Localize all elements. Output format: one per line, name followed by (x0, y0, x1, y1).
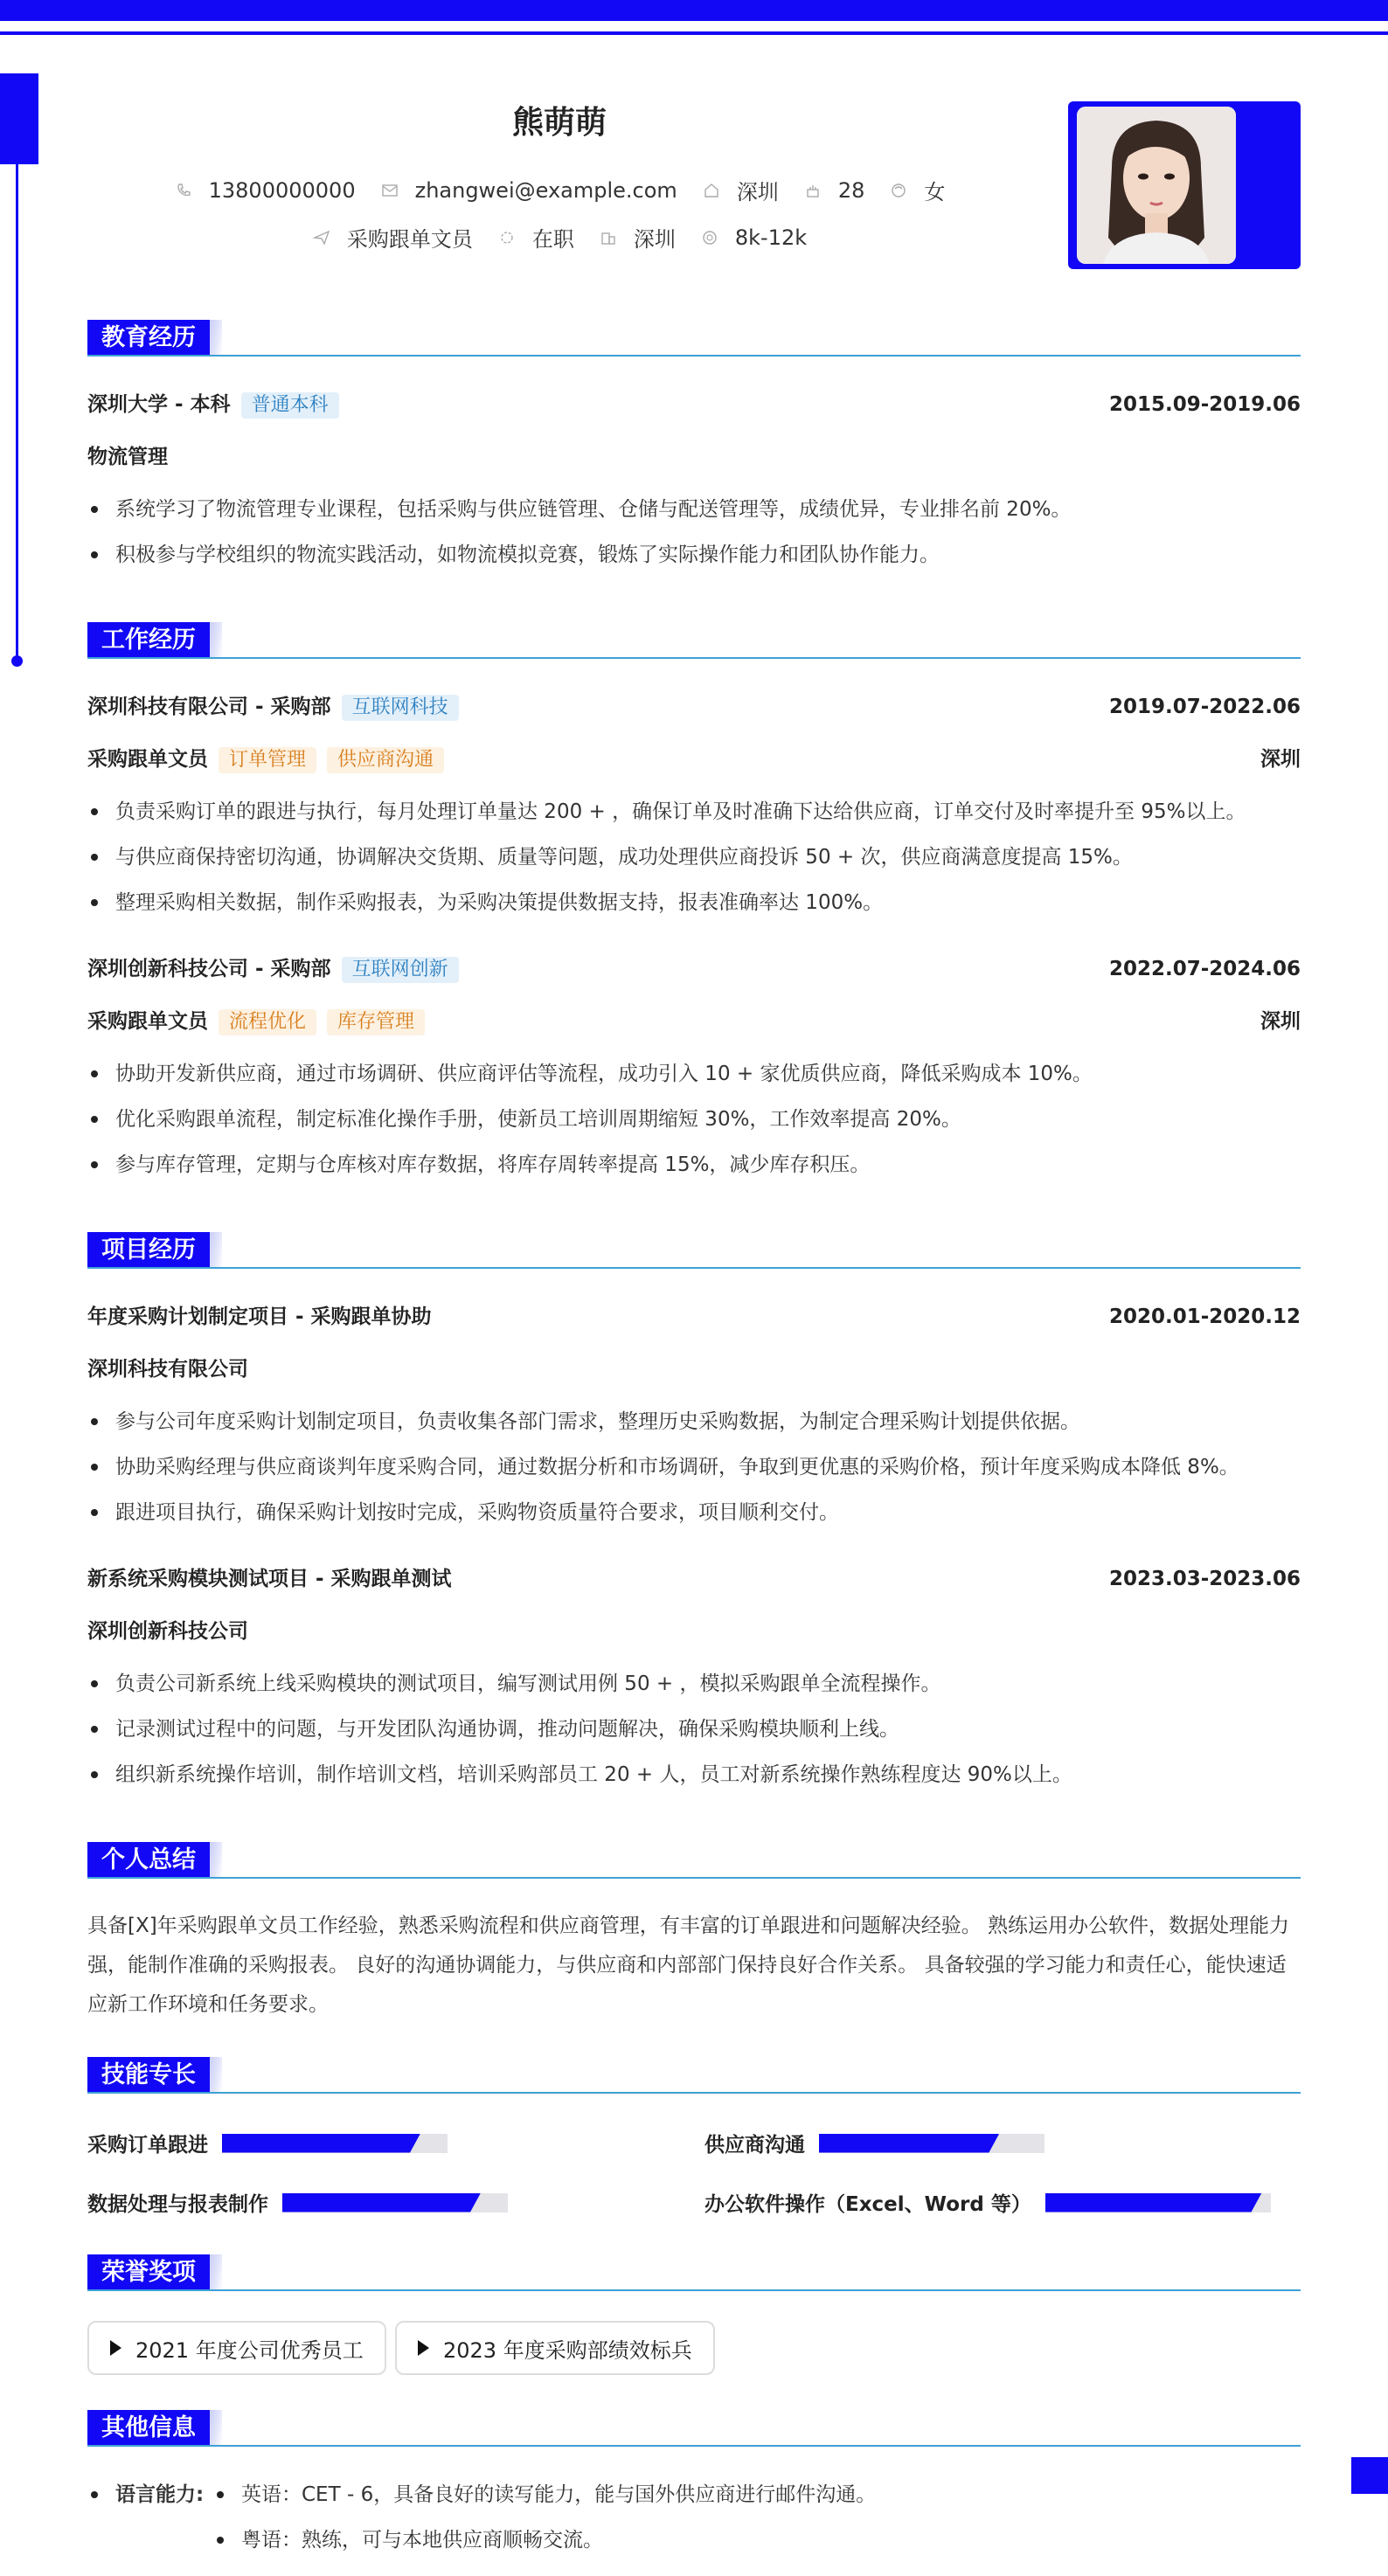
list-item: 整理采购相关数据，制作采购报表，为采购决策提供数据支持，报表准确率达 100%。 (91, 890, 883, 916)
list-item: 组织新系统操作培训，制作培训文档，培训采购部员工 20 + 人，员工对新系统操作熟练程度达 90%以上。 (91, 1762, 1072, 1788)
phone-text: 13800000000 (208, 177, 356, 203)
skill-tag: 订单管理 (219, 747, 316, 773)
side-accent-dot (11, 655, 23, 667)
education-date: 2015.09-2019.06 (1108, 393, 1301, 416)
section-rule (87, 1267, 1301, 1269)
skill-bar (222, 2134, 448, 2153)
section-rule (87, 657, 1301, 659)
job-intent-row (87, 222, 1031, 253)
list-item: 记录测试过程中的问题，与开发团队沟通协调，推动问题解决，确保采购模块顺利上线。 (91, 1716, 899, 1742)
side-accent-line (16, 164, 18, 662)
project-date: 2020.01-2020.12 (1108, 1305, 1301, 1328)
gender-info (889, 175, 945, 205)
industry-tag: 互联网科技 (342, 695, 459, 721)
age-text: 28 (837, 177, 865, 203)
salary-info (700, 225, 807, 250)
section-title-awards: 荣誉奖项 (87, 2254, 222, 2291)
language-item: 英语：CET - 6，具备良好的读写能力，能与国外供应商进行邮件沟通。 (217, 2482, 876, 2508)
location-text: 深圳 (736, 180, 779, 204)
section-title-summary: 个人总结 (87, 1842, 222, 1879)
job-role: 采购跟单文员 订单管理 供应商沟通 (87, 746, 444, 773)
age-icon (803, 181, 822, 200)
list-item: 负责采购订单的跟进与执行，每月处理订单量达 200 + ，确保订单及时准确下达给供应商，订单交付及时率提升至 95%以上。 (91, 799, 1246, 825)
section-title-other: 其他信息 (87, 2410, 222, 2447)
project-date: 2023.03-2023.06 (1108, 1568, 1301, 1590)
section-rule (87, 1877, 1301, 1879)
skill-tag: 流程优化 (219, 1009, 316, 1035)
skill-bar (282, 2193, 508, 2212)
job-role: 采购跟单文员 流程优化 库存管理 (87, 1008, 425, 1035)
candidate-name: 熊萌萌 (511, 105, 607, 141)
project-name: 年度采购计划制定项目 - 采购跟单协助 (87, 1305, 432, 1328)
skill-item: 供应商沟通 (704, 2129, 1044, 2157)
list-item: 优化采购跟单流程，制定标准化操作手册，使新员工培训周期缩短 30%，工作效率提高 20%。 (91, 1106, 961, 1132)
industry-tag: 互联网创新 (342, 957, 459, 983)
job-city: 深圳 (1260, 748, 1301, 771)
education-major: 物流管理 (87, 446, 168, 468)
section-title-education: 教育经历 (87, 320, 222, 357)
section-title-work: 工作经历 (87, 622, 222, 659)
summary-text: 具备[X]年采购跟单文员工作经验，熟悉采购流程和供应商管理，有丰富的订单跟进和问题解决经验。 熟练运用办公软件，数据处理能力强，能制作准确的采购报表。 良好的沟通协调能力，与供应商和内部部门保持良好合作关系。 具备较强的学习能力和责任心，能快速适应新工作环境和任务要求。 (87, 1915, 1290, 2016)
play-icon (110, 2340, 121, 2356)
skill-item: 数据处理与报表制作 (87, 2188, 508, 2217)
phone-icon (174, 181, 193, 200)
list-item: 系统学习了物流管理专业课程，包括采购与供应链管理、仓储与配送管理等，成绩优异，专业排名前 20%。 (91, 496, 1071, 523)
gender-text: 女 (924, 180, 946, 204)
language-item: 粤语：熟练，可与本地供应商顺畅交流。 (217, 2527, 603, 2553)
job-target-text: 采购跟单文员 (346, 227, 473, 252)
avatar-frame (1068, 101, 1301, 269)
salary-icon (700, 228, 719, 247)
education-school: 深圳大学 - 本科 普通本科 (87, 391, 339, 419)
email-info (380, 178, 677, 203)
job-date: 2022.07-2024.06 (1108, 958, 1301, 980)
skill-item: 采购订单跟进 (87, 2129, 448, 2157)
corner-accent-block (1351, 2457, 1388, 2494)
send-icon (312, 228, 331, 247)
salary-text: 8k-12k (734, 225, 808, 250)
status-icon (497, 228, 517, 247)
list-item: 协助开发新供应商，通过市场调研、供应商评估等流程，成功引入 10 + 家优质供应商，降低采购成本 10%。 (91, 1061, 1093, 1087)
education-tag: 普通本科 (241, 392, 339, 419)
section-rule (87, 2092, 1301, 2094)
award-chip: 2021 年度公司优秀员工 (87, 2321, 386, 2375)
list-item: 与供应商保持密切沟通，协调解决交货期、质量等问题，成功处理供应商投诉 50 + 次，供应商满意度提高 15%。 (91, 844, 1133, 870)
list-item: 积极参与学校组织的物流实践活动，如物流模拟竞赛，锻炼了实际操作能力和团队协作能力。 (91, 542, 940, 568)
job-company: 深圳科技有限公司 - 采购部 互联网科技 (87, 694, 459, 721)
skill-bar (819, 2134, 1044, 2153)
status-text: 在职 (531, 227, 574, 252)
list-item: 协助采购经理与供应商谈判年度采购合同，通过数据分析和市场调研，争取到更优惠的采购价格，预计年度采购成本降低 8%。 (91, 1454, 1239, 1480)
project-org: 深圳创新科技公司 (87, 1620, 248, 1643)
gender-icon (889, 181, 908, 200)
status-info (497, 222, 574, 253)
play-icon (418, 2340, 429, 2356)
section-rule (87, 355, 1301, 357)
skill-item: 办公软件操作（Excel、Word 等） (704, 2188, 1271, 2217)
section-rule (87, 2445, 1301, 2447)
project-org: 深圳科技有限公司 (87, 1358, 248, 1381)
job-city: 深圳 (1260, 1010, 1301, 1033)
home-icon (702, 181, 721, 200)
job-company: 深圳创新科技公司 - 采购部 互联网创新 (87, 956, 459, 983)
age-info (803, 178, 865, 203)
target-city-text: 深圳 (633, 227, 676, 252)
top-accent-line (0, 31, 1388, 35)
list-item: 负责公司新系统上线采购模块的测试项目，编写测试用例 50 + ，模拟采购跟单全流程操作。 (91, 1671, 940, 1697)
target-city-info (599, 222, 676, 253)
building-icon (599, 228, 618, 247)
skill-tag: 供应商沟通 (327, 747, 444, 773)
job-date: 2019.07-2022.06 (1108, 696, 1301, 718)
location-info (702, 175, 779, 205)
project-name: 新系统采购模块测试项目 - 采购跟单测试 (87, 1568, 452, 1590)
contact-row (87, 175, 1031, 205)
section-title-projects: 项目经历 (87, 1232, 222, 1269)
section-rule (87, 2289, 1301, 2291)
top-accent-bar (0, 0, 1388, 21)
side-accent-block (0, 73, 38, 164)
list-item: 跟进项目执行，确保采购计划按时完成，采购物资质量符合要求，项目顺利交付。 (91, 1499, 839, 1526)
skill-bar (1045, 2193, 1271, 2212)
email-text: zhangwei@example.com (414, 177, 677, 203)
job-target-info (312, 222, 473, 253)
phone-info (174, 178, 356, 203)
award-chip: 2023 年度采购部绩效标兵 (395, 2321, 715, 2375)
mail-icon (380, 181, 399, 200)
skill-tag: 库存管理 (327, 1009, 425, 1035)
avatar (1077, 107, 1236, 264)
list-item: 参与库存管理，定期与仓库核对库存数据，将库存周转率提高 15%，减少库存积压。 (91, 1152, 870, 1178)
section-title-skills: 技能专长 (87, 2057, 222, 2094)
list-item: 语言能力: (91, 2482, 204, 2508)
list-item: 参与公司年度采购计划制定项目，负责收集各部门需求，整理历史采购数据，为制定合理采购计划提供依据。 (91, 1409, 1080, 1435)
